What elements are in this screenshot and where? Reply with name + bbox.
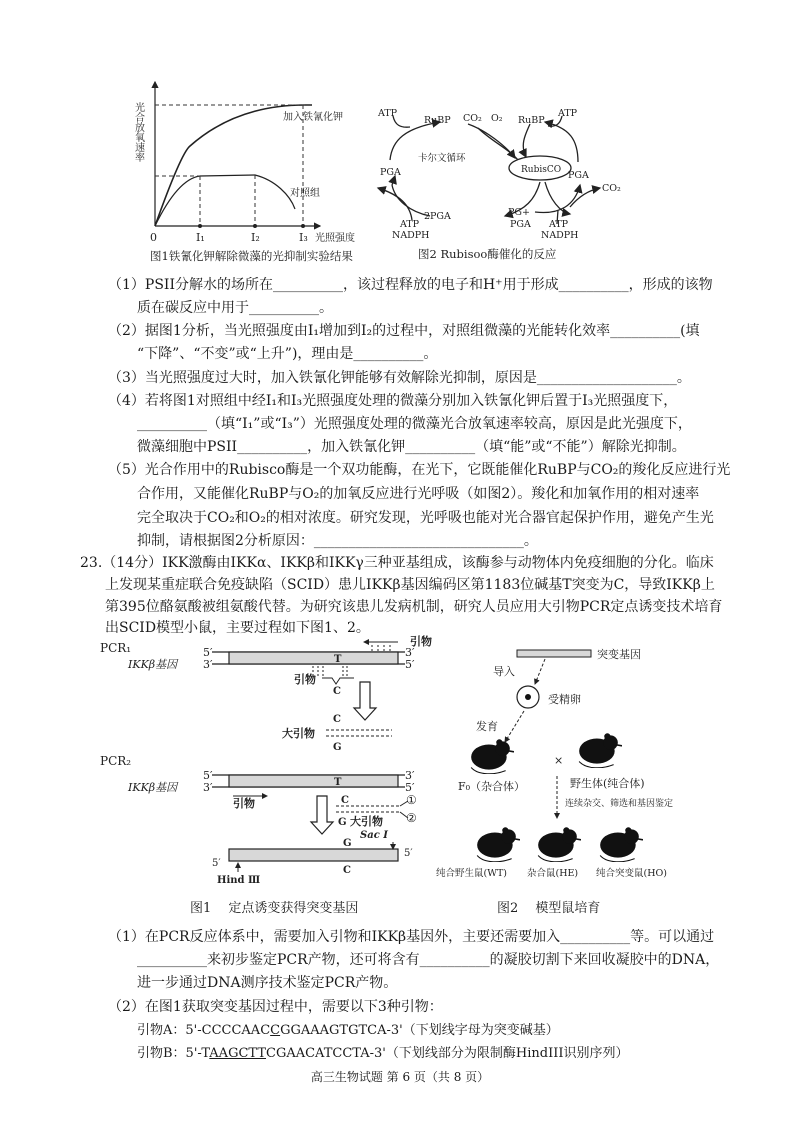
wt-label: 纯合野生鼠(WT) <box>436 868 508 879</box>
hind-iii-site: Hind Ⅲ <box>217 875 261 886</box>
mutant-gene-bar-small <box>517 650 591 657</box>
mouse-he-icon <box>538 827 581 862</box>
primer-a-mutant-base: C <box>270 1023 281 1038</box>
co2-out: CO₂ <box>602 183 621 194</box>
curve-bottom-label: 对照组 <box>290 188 320 199</box>
pga-right: PGA <box>568 170 589 181</box>
end-5-label: 5′ <box>203 646 213 659</box>
base-g: G <box>333 742 342 753</box>
primer-b <box>137 1045 628 1063</box>
base-t: T <box>334 654 342 665</box>
mouse-ho-icon <box>600 827 643 862</box>
pg-plus: PG+ <box>508 207 530 218</box>
pga-left: PGA <box>380 167 401 178</box>
gene-label-1: IKKβ基因 <box>128 658 178 671</box>
atp-left: ATP <box>378 108 398 119</box>
figure-1-caption: 图1铁氰化钾解除微藻的光抑制实验结果 <box>150 249 353 263</box>
base-g: G <box>343 838 352 849</box>
pcr1-label: PCR₁ <box>100 641 132 655</box>
q23-line: 23.（14分）IKK激酶由IKKα、IKKβ和IKKγ三种亚基组成，该酶参与动物体内免疫细胞的分化。临床 <box>80 555 714 571</box>
primer-label-top: 引物 <box>410 635 432 648</box>
end-5-label: 5′ <box>212 858 221 869</box>
base-c: C <box>333 714 341 725</box>
end-5-label: 5′ <box>404 848 413 859</box>
tick-i2: I₂ <box>251 231 260 244</box>
develop-label: 发育 <box>476 720 498 733</box>
q23-sub-line: 进一步通过DNA测序技术鉴定PCR产物。 <box>137 975 398 991</box>
tick-i3: I₃ <box>299 231 308 244</box>
q23-sub-line: （1）在PCR反应体系中，需要加入引物和IKKβ基因外，主要还需要加入__________等。可以通过 <box>108 929 715 945</box>
x-axis-label: 光照强度 <box>315 233 355 244</box>
f0-label: F₀（杂合体） <box>458 780 526 793</box>
calvin-cycle: 卡尔文循环 <box>418 153 466 164</box>
q23-sub-line: （2）在图1获取突变基因过程中，需要以下3种引物： <box>108 999 443 1015</box>
mouse-wt-icon <box>477 827 520 862</box>
primer-a <box>137 1022 559 1040</box>
zygote-label: 受精卵 <box>548 693 581 706</box>
process-label: 连续杂交、筛选和基因鉴定 <box>565 799 674 809</box>
rubp-right: RuBP <box>518 115 545 126</box>
primer-a-suffix: GGAAAGTGTCA-3'（下划线字母为突变碱基） <box>280 1023 559 1038</box>
figure-2-caption: 图2 Rubisoo酶催化的反应 <box>418 247 557 261</box>
big-primer-label-2: 大引物 <box>350 815 383 828</box>
end-5-label: 5′ <box>405 658 415 671</box>
q22-line: 完全取决于CO₂和O₂的相对浓度。研究发现，光呼吸也能对光合器官起保护作用，避免产生光 <box>137 510 714 526</box>
pga-bottom-right: PGA <box>510 219 531 230</box>
he-label: 杂合鼠(HE) <box>527 868 579 879</box>
base-t: T <box>334 777 342 788</box>
q22-line: 抑制，请根据图2分析原因：______________________________。 <box>137 533 538 549</box>
q22-line: “下降”、“不变”或“上升”)，理由是__________。 <box>137 346 438 362</box>
q22-line: __________（填“I₁”或“I₃”）光照强度处理的微藻光合放氧速率较高，原因是此光强度下， <box>137 416 692 432</box>
q22-line: 质在碳反应中用于__________。 <box>137 300 333 316</box>
q23-sub-line: __________来初步鉴定PCR产物，还可将含有__________的凝胶切割下来回收凝胶中的DNA， <box>137 952 720 968</box>
base-c: C <box>333 686 341 697</box>
tick-i1: I₁ <box>196 231 205 244</box>
ho-label: 纯合突变鼠(HO) <box>596 868 667 879</box>
q22-line: （5）光合作用中的Rubisco酶是一个双功能酶，在光下，它既能催化RuBP与CO₂的羧化反应进行光 <box>108 462 731 478</box>
two-pga: 2PGA <box>424 211 451 222</box>
wild-label: 野生体(纯合体) <box>570 777 645 790</box>
atp-bottom-right: ATP <box>549 219 569 230</box>
mouse-wild-icon <box>579 733 622 768</box>
sac-i-site: Sac Ⅰ <box>360 830 388 841</box>
q22-line: 微藻细胞中PSII__________，加入铁氰化钾__________（填“能”或“不能”）解除光抑制。 <box>137 439 686 455</box>
q22-line: 合作用，又能催化RuBP与O₂的加氧反应进行光呼吸（如图2）。羧化和加氧作用的相对速率 <box>137 486 700 502</box>
mouse-f0-icon <box>471 739 514 774</box>
page-footer: 高三生物试题 第 6 页（共 8 页） <box>310 1070 490 1084</box>
q23-line: 第395位酪氨酸被组氨酸代替。为研究该患儿发病机制，研究人员应用大引物PCR定点诱变技术培育 <box>105 599 723 615</box>
end-3-label: 3′ <box>405 646 415 659</box>
q23-line: 出SCID模型小鼠，主要过程如下图1、2。 <box>105 620 370 636</box>
nadph-bottom-right: NADPH <box>541 230 579 241</box>
cross-symbol: × <box>554 754 564 767</box>
o2-in: O₂ <box>491 113 503 124</box>
q22-line: （2）据图1分析，当光照强度由I₁增加到I₂的过程中，对照组微藻的光能转化效率__________(填 <box>108 323 700 339</box>
end-5-label: 5′ <box>405 781 415 794</box>
end-3-label: 3′ <box>405 769 415 782</box>
primer-label-pcr2: 引物 <box>233 797 255 810</box>
primer-b-hindiii-site: AAGCTT <box>209 1046 266 1061</box>
strand-1-marker: ① <box>406 793 417 807</box>
rubp-left: RuBP <box>424 115 451 126</box>
end-3-label: 3′ <box>203 781 213 794</box>
primer-b-suffix: CGAACATCCTA-3'（下划线部分为限制酶HindIII识别序列） <box>266 1046 629 1061</box>
q23-line: 上发现某重症联合免疫缺陷（SCID）患儿IKKβ基因编码区第1183位碱基T突变为C，导致IKKβ上 <box>105 577 715 593</box>
atp-bottom-left: ATP <box>400 219 420 230</box>
q22-line: （3）当光照强度过大时，加入铁氰化钾能够有效解除光抑制，原因是____________________。 <box>108 370 691 386</box>
base-c: C <box>341 795 349 806</box>
origin-label: 0 <box>150 231 157 244</box>
enzyme-label: RubisCO <box>521 165 562 175</box>
gene-label-2: IKKβ基因 <box>128 781 178 794</box>
strand-2-marker: ② <box>406 811 417 825</box>
pcr2-label: PCR₂ <box>100 754 132 768</box>
end-3-label: 3′ <box>203 658 213 671</box>
base-g: G <box>338 817 347 828</box>
primer-b-prefix: 引物B：5'-T <box>137 1046 210 1061</box>
q22-line: （4）若将图1对照组中经I₁和I₃光照强度处理的微藻分别加入铁氰化钾后置于I₃光照强度下， <box>108 393 678 409</box>
co2-in: CO₂ <box>463 113 482 124</box>
primer-a-prefix: 引物A：5'-CCCCAAC <box>137 1023 271 1038</box>
primer-label-mid: 引物 <box>294 673 316 686</box>
nadph-bottom-left: NADPH <box>392 230 430 241</box>
figure-mouse-caption: 图2 模型鼠培育 <box>497 901 601 916</box>
curve-top-label: 加入铁氰化钾 <box>283 112 343 123</box>
base-c: C <box>343 865 351 876</box>
q22-line: （1）PSII分解水的场所在__________，该过程释放的电子和H⁺用于形成__________，形成的该物 <box>108 277 713 293</box>
import-label: 导入 <box>493 665 515 678</box>
figure-pcr-caption: 图1 定点诱变获得突变基因 <box>190 901 359 916</box>
y-axis-label: 光合放氧速率 <box>132 102 144 162</box>
big-primer-label: 大引物 <box>282 727 315 740</box>
mutant-gene-label: 突变基因 <box>597 648 641 661</box>
end-5-label: 5′ <box>203 769 213 782</box>
atp-right: ATP <box>558 108 578 119</box>
